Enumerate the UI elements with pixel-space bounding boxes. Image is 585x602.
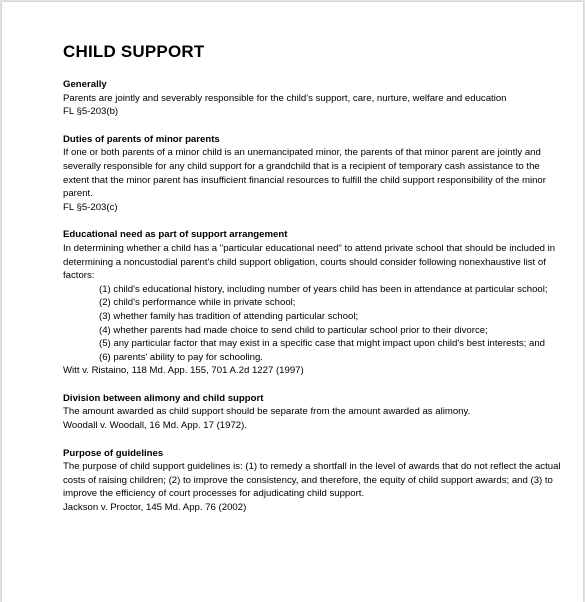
factor-item: (6) parents' ability to pay for schooling. — [99, 351, 263, 363]
factor-item: (1) child's educational history, including number of years child has been in attendance at particular school; — [99, 283, 548, 295]
factor-list — [63, 283, 563, 365]
document-page — [2, 2, 583, 602]
factor-item: (2) child's performance while in private school; — [99, 297, 296, 309]
section-text: Parents are jointly and severably responsible for the child’s support, care, nurture, welfare and education — [63, 92, 507, 104]
section-heading: Purpose of guidelines — [63, 447, 164, 459]
section-text: The amount awarded as child support should be separate from the amount awarded as alimony. — [63, 406, 471, 418]
document-content — [63, 42, 563, 529]
factor-item: (3) whether family has tradition of attending particular school; — [99, 310, 359, 322]
section-citation: FL §5-203(b) — [63, 106, 119, 118]
factor-item: (5) any particular factor that may exist in a specific case that might impact upon child's best interests; and — [99, 338, 546, 350]
section-citation: Witt v. Ristaino, 118 Md. App. 155, 701 A.2d 1227 (1997) — [63, 365, 304, 377]
section-text: If one or both parents of a minor child is an unemancipated minor, the parents of that minor parent are jointly and severally responsible for any child support for a grandchild that is a recipient of temporary cash assistance to the extent that the minor parent has insufficient financial resources to fulfill the child support responsibility of the minor parent. — [63, 147, 546, 200]
section-duties-minor-parents — [63, 133, 563, 215]
section-generally — [63, 78, 563, 119]
section-heading: Generally — [63, 79, 107, 90]
section-purpose-guidelines — [63, 447, 563, 515]
section-heading: Division between alimony and child support — [63, 392, 264, 404]
section-alimony-division — [63, 392, 563, 433]
section-citation: FL §5-203(c) — [63, 201, 118, 213]
section-text: In determining whether a child has a "particular educational need" to attend private school that should be included in determining a noncustodial parent's child support obligation, courts should consider following nonexhaustive list of factors: — [63, 242, 556, 282]
section-citation: Woodall v. Woodall, 16 Md. App. 17 (1972). — [63, 420, 247, 432]
section-citation: Jackson v. Proctor, 145 Md. App. 76 (2002) — [63, 502, 247, 514]
section-heading: Duties of parents of minor parents — [63, 133, 220, 145]
section-heading: Educational need as part of support arrangement — [63, 229, 288, 241]
document-title: CHILD SUPPORT — [63, 42, 205, 61]
section-text: The purpose of child support guidelines is: (1) to remedy a shortfall in the level of awards that do not reflect the actual costs of raising children; (2) to improve the consistency, and therefore, the equity of child support awards; and (3) to improve the efficiency of court processes for adjudicating child support. — [63, 461, 561, 500]
factor-item: (4) whether parents had made choice to send child to particular school prior to their divorce; — [99, 324, 488, 336]
section-educational-need — [63, 228, 563, 378]
